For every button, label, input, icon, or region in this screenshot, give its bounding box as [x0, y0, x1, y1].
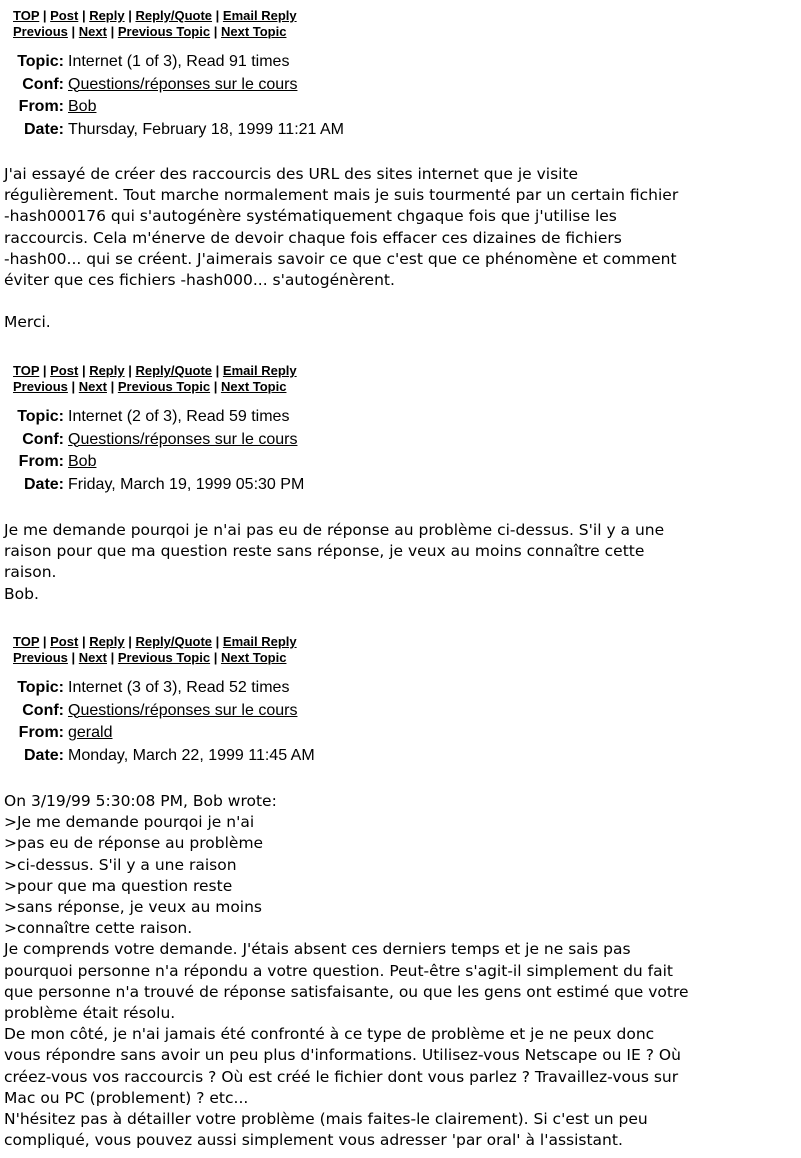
- reply-link[interactable]: Reply: [89, 363, 125, 378]
- conf-row: [4, 429, 304, 452]
- conf-link[interactable]: Questions/réponses sur le cours: [68, 430, 298, 448]
- quoted-line: >connaître cette raison.: [4, 919, 193, 938]
- from-label: From:: [18, 98, 64, 115]
- conf-row: [4, 74, 344, 97]
- next-topic-link[interactable]: Next Topic: [220, 379, 287, 394]
- topic-value: Internet (1 of 3), Read 91 times: [68, 53, 290, 70]
- next-link[interactable]: Next: [78, 650, 107, 665]
- separator: |: [213, 379, 221, 394]
- separator: |: [215, 8, 223, 23]
- topic-value: Internet (2 of 3), Read 59 times: [68, 408, 290, 425]
- body-line: éviter que ces fichiers -hash000... s'autogénèrent.: [4, 271, 395, 290]
- date-row: [4, 745, 315, 768]
- body-line: compliqué, vous pouvez aussi simplement vous adresser 'par oral' à l'assistant.: [4, 1131, 623, 1150]
- separator: |: [215, 363, 223, 378]
- date-value: Friday, March 19, 1999 05:30 PM: [68, 475, 305, 493]
- quote-attribution: On 3/19/99 5:30:08 PM, Bob wrote:: [4, 792, 277, 810]
- separator: |: [71, 379, 79, 394]
- body-line: Je me demande pourqoi je n'ai pas eu de réponse au problème ci-dessus. S'il y a une: [4, 521, 665, 539]
- previous-link[interactable]: Previous: [13, 24, 68, 39]
- email-reply-link[interactable]: Email Reply: [222, 634, 297, 649]
- next-topic-link[interactable]: Next Topic: [220, 24, 287, 39]
- post-link[interactable]: Post: [50, 363, 79, 378]
- conf-row: [4, 700, 315, 723]
- separator: |: [42, 8, 51, 23]
- separator: |: [128, 363, 136, 378]
- from-row: [4, 722, 315, 745]
- reply-quote-link[interactable]: Reply/Quote: [135, 8, 213, 23]
- date-label: Date:: [23, 120, 64, 138]
- email-reply-link[interactable]: Email Reply: [222, 8, 297, 23]
- quoted-line: >pour que ma question reste: [4, 876, 233, 895]
- separator: |: [213, 650, 221, 665]
- topic-label: Topic:: [17, 408, 64, 425]
- author-link[interactable]: Bob: [68, 453, 97, 470]
- body-line: N'hésitez pas à détailler votre problème (mais faites-le clairement). Si c'est un peu: [4, 1110, 648, 1129]
- body-line: vous répondre sans avoir un peu plus d'informations. Utilisez-vous Netscape ou IE ? Où: [4, 1046, 681, 1065]
- post-2-nav: [13, 363, 297, 395]
- separator: |: [81, 634, 90, 649]
- previous-topic-link[interactable]: Previous Topic: [117, 650, 211, 665]
- quoted-line: >ci-dessus. S'il y a une raison: [4, 855, 237, 874]
- body-line: J'ai essayé de créer des raccourcis des URL des sites internet que je visite: [4, 165, 579, 183]
- separator: |: [110, 24, 118, 39]
- topic-value: Internet (3 of 3), Read 52 times: [68, 679, 290, 696]
- separator: |: [110, 650, 118, 665]
- post-3-body: [4, 791, 794, 1151]
- date-row: [4, 119, 344, 142]
- date-value: Monday, March 22, 1999 11:45 AM: [68, 746, 315, 764]
- body-line: raison pour que ma question reste sans réponse, je veux au moins connaître cette: [4, 542, 645, 561]
- post-1-header: [4, 51, 344, 141]
- reply-quote-link[interactable]: Reply/Quote: [135, 634, 213, 649]
- date-label: Date:: [23, 746, 64, 764]
- post-3-header: [4, 677, 315, 767]
- next-topic-link[interactable]: Next Topic: [220, 650, 287, 665]
- separator: |: [71, 24, 79, 39]
- body-line: -hash00... qui se créent. J'aimerais savoir ce que c'est que ce phénomène et comment: [4, 249, 677, 268]
- signoff: Merci.: [4, 313, 51, 332]
- separator: |: [81, 8, 90, 23]
- body-line: que personne n'a trouvé de réponse satisfaisante, ou que les gens ont estimé que votre: [4, 982, 689, 1001]
- signoff: Bob.: [4, 584, 39, 603]
- topic-row: [4, 51, 344, 74]
- post-link[interactable]: Post: [50, 634, 79, 649]
- reply-link[interactable]: Reply: [89, 634, 125, 649]
- date-row: [4, 474, 304, 497]
- post-2-header: [4, 406, 304, 496]
- conf-label: Conf:: [22, 75, 64, 93]
- author-link[interactable]: gerald: [68, 724, 113, 741]
- post-1-body: [4, 164, 794, 333]
- topic-row: [4, 677, 315, 700]
- body-line: Je comprends votre demande. J'étais absent ces derniers temps et je ne sais pas: [4, 940, 631, 959]
- author-link[interactable]: Bob: [68, 98, 97, 115]
- post-3-nav: [13, 634, 297, 666]
- conf-link[interactable]: Questions/réponses sur le cours: [68, 75, 298, 93]
- body-line: raison.: [4, 563, 57, 582]
- date-value: Thursday, February 18, 1999 11:21 AM: [68, 120, 345, 138]
- separator: |: [128, 634, 136, 649]
- previous-link[interactable]: Previous: [13, 379, 68, 394]
- top-link[interactable]: TOP: [13, 634, 40, 649]
- body-line: pourquoi personne n'a répondu a votre question. Peut-être s'agit-il simplement du fait: [4, 961, 674, 980]
- body-line: -hash000176 qui s'autogénère systématiquement chgaque fois que j'utilise les: [4, 207, 617, 226]
- topic-label: Topic:: [17, 679, 64, 696]
- topic-row: [4, 406, 304, 429]
- reply-link[interactable]: Reply: [89, 8, 125, 23]
- post-2-body: [4, 520, 794, 605]
- separator: |: [110, 379, 118, 394]
- from-label: From:: [18, 453, 64, 470]
- conf-link[interactable]: Questions/réponses sur le cours: [68, 701, 298, 719]
- next-link[interactable]: Next: [78, 24, 107, 39]
- separator: |: [213, 24, 221, 39]
- body-line: créez-vous vos raccourcis ? Où est créé le fichier dont vous parlez ? Travaillez-vous sur: [4, 1067, 679, 1086]
- post-link[interactable]: Post: [50, 8, 79, 23]
- body-line: problème était résolu.: [4, 1004, 176, 1023]
- previous-topic-link[interactable]: Previous Topic: [117, 379, 211, 394]
- topic-label: Topic:: [17, 53, 64, 70]
- reply-quote-link[interactable]: Reply/Quote: [135, 363, 213, 378]
- top-link[interactable]: TOP: [13, 363, 40, 378]
- separator: |: [215, 634, 223, 649]
- conf-label: Conf:: [22, 701, 64, 719]
- separator: |: [71, 650, 79, 665]
- from-row: [4, 96, 344, 119]
- body-line: De mon côté, je n'ai jamais été confronté à ce type de problème et je ne peux donc: [4, 1025, 655, 1044]
- separator: |: [42, 363, 51, 378]
- post-1-nav: [13, 8, 297, 40]
- next-link[interactable]: Next: [78, 379, 107, 394]
- body-line: régulièrement. Tout marche normalement mais je suis tourmenté par un certain fichier: [4, 186, 679, 205]
- quoted-line: >sans réponse, je veux au moins: [4, 898, 263, 917]
- body-line: raccourcis. Cela m'énerve de devoir chaque fois effacer ces dizaines de fichiers: [4, 228, 622, 247]
- top-link[interactable]: TOP: [13, 8, 40, 23]
- from-label: From:: [18, 724, 64, 741]
- separator: |: [42, 634, 51, 649]
- previous-topic-link[interactable]: Previous Topic: [117, 24, 211, 39]
- body-line: Mac ou PC (problement) ? etc...: [4, 1088, 249, 1107]
- date-label: Date:: [23, 475, 64, 493]
- separator: |: [128, 8, 136, 23]
- conf-label: Conf:: [22, 430, 64, 448]
- email-reply-link[interactable]: Email Reply: [222, 363, 297, 378]
- quoted-line: >pas eu de réponse au problème: [4, 834, 264, 853]
- separator: |: [81, 363, 90, 378]
- previous-link[interactable]: Previous: [13, 650, 68, 665]
- from-row: [4, 451, 304, 474]
- quoted-line: >Je me demande pourqoi je n'ai: [4, 813, 255, 832]
